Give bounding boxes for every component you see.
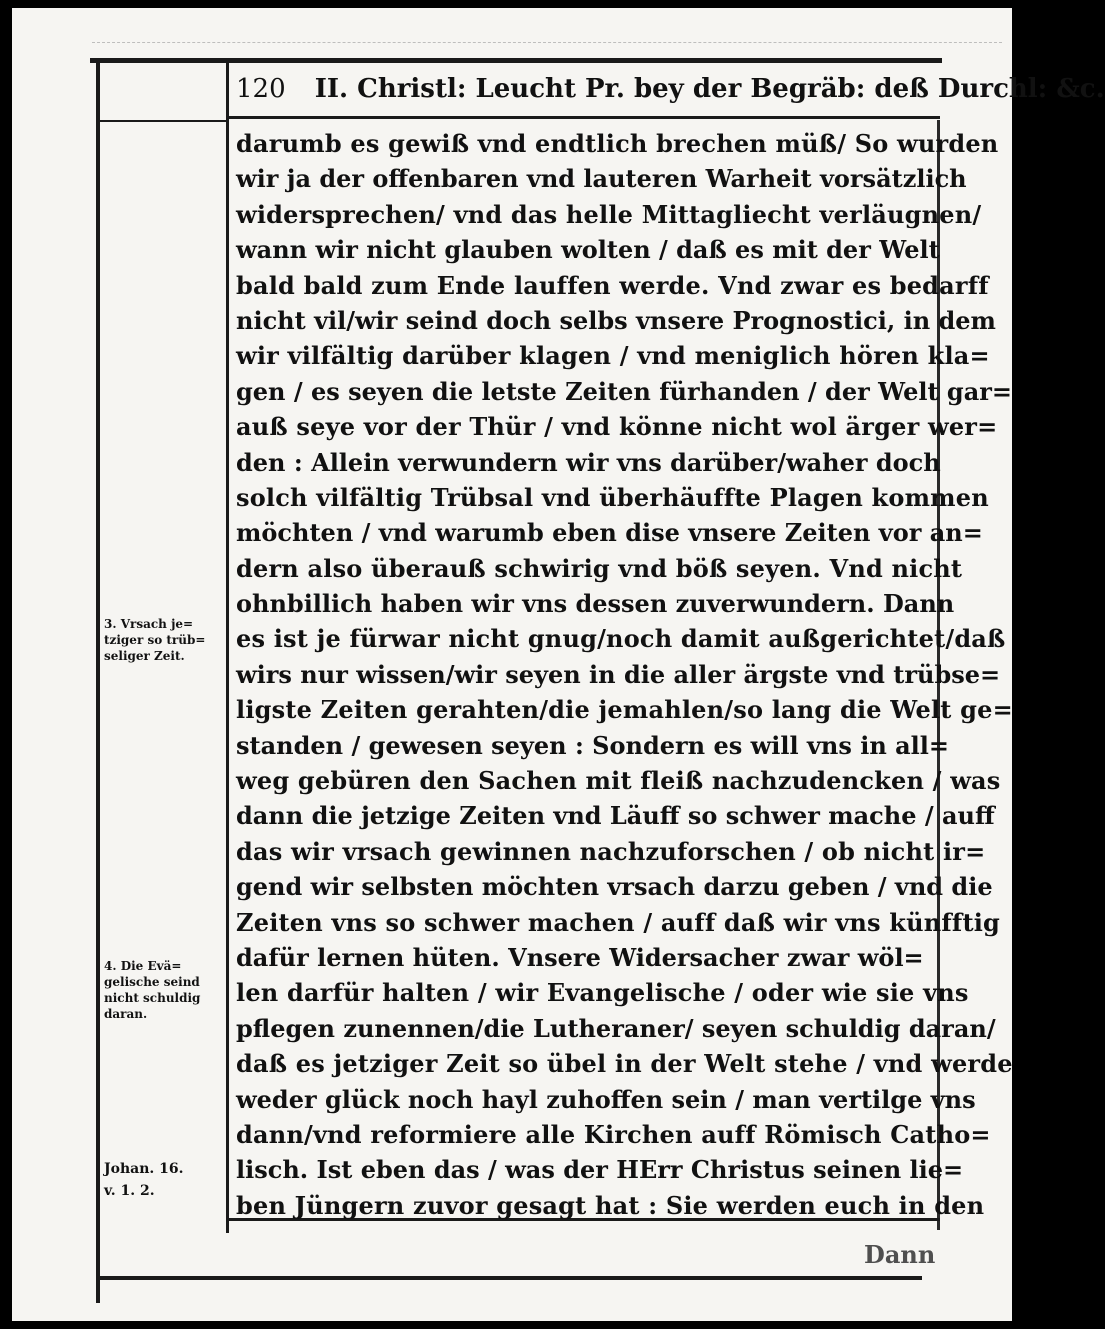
text-line: möchten / vnd warumb eben dise vnsere Zeiten vor an=: [236, 518, 983, 548]
margin-line: v. 1. 2.: [104, 1183, 155, 1199]
text-line: bald bald zum Ende lauffen werde. Vnd zwar es bedarff: [236, 270, 989, 300]
text-line: gen / es seyen die letste Zeiten fürhanden / der Welt gar=: [236, 376, 1013, 406]
text-line: den : Allein verwundern wir vns darüber/waher doch: [236, 447, 941, 477]
margin-line: 3. Vrsach je=: [104, 617, 194, 631]
text-line: gend wir selbsten möchten vrsach darzu geben / vnd die: [236, 872, 993, 902]
catchword: Dann: [864, 1240, 936, 1269]
text-line: wirs nur wissen/wir seyen in die aller ärgste vnd trübse=: [236, 659, 1001, 689]
text-line: dern also überauß schwirig vnd böß seyen. Vnd nicht: [236, 553, 963, 583]
text-line: wir vilfältig darüber klagen / vnd meniglich hören kla=: [236, 341, 990, 371]
margin-note-cause: [104, 616, 224, 664]
text-line: lisch. Ist eben das / was der HErr Christus seinen lie=: [236, 1155, 964, 1185]
margin-rule: [100, 120, 226, 122]
scan-edge: [92, 42, 1002, 51]
text-line: len darfür halten / wir Evangelische / oder wie sie vns: [236, 978, 969, 1008]
margin-line: gelische seind: [104, 975, 200, 989]
text-line: standen / gewesen seyen : Sondern es will vns in all=: [236, 730, 950, 760]
running-header: [236, 74, 1105, 110]
text-line: es ist je fürwar nicht gnug/noch damit außgerichtet/daß: [236, 624, 1006, 654]
margin-line: seliger Zeit.: [104, 649, 185, 663]
text-line: wann wir nicht glauben wolten / daß es mit der Welt: [236, 235, 940, 265]
text-line: widersprechen/ vnd das helle Mittagliecht verläugnen/: [236, 199, 982, 229]
text-line: ligste Zeiten gerahten/die jemahlen/so lang die Welt ge=: [236, 695, 1013, 725]
frame-top-rule: [90, 58, 942, 63]
running-title: II. Christl: Leucht Pr. bey der Begräb: deß Durchl: &c.: [314, 74, 1105, 104]
text-line: weder glück noch hayl zuhoffen sein / man vertilge vns: [236, 1084, 976, 1114]
text-line: solch vilfältig Trübsal vnd überhäuffte Plagen kommen: [236, 482, 989, 512]
text-line: auß seye vor der Thür / vnd könne nicht wol ärger wer=: [236, 412, 998, 442]
text-line: wir ja der offenbaren vnd lauteren Warheit vorsätzlich: [236, 164, 967, 194]
margin-line: nicht schuldig: [104, 991, 201, 1005]
margin-line: daran.: [104, 1007, 148, 1021]
body-text: [236, 126, 1013, 1223]
margin-line: 4. Die Evä=: [104, 959, 182, 973]
text-line: dafür lernen hüten. Vnsere Widersacher zwar wöl=: [236, 942, 924, 972]
scanned-page: [12, 8, 1105, 1321]
text-line: Zeiten vns so schwer machen / auff daß wir vns künfftig: [236, 907, 1001, 937]
text-line: daß es jetziger Zeit so übel in der Welt stehe / vnd werde: [236, 1049, 1013, 1079]
frame-left-rule: [96, 58, 100, 1303]
text-line: dann die jetzige Zeiten vnd Läuff so schwer mache / auff: [236, 801, 995, 831]
text-line: pflegen zunennen/die Lutheraner/ seyen schuldig daran/: [236, 1013, 996, 1043]
text-line: nicht vil/wir seind doch selbs vnsere Prognostici, in dem: [236, 305, 996, 335]
margin-line: Johan. 16.: [104, 1161, 184, 1177]
text-line: weg gebüren den Sachen mit fleiß nachzudencken / was: [236, 766, 1001, 796]
text-line: darumb es gewiß vnd endtlich brechen müß/ So wurden: [236, 129, 999, 158]
column-divider: [226, 63, 229, 1233]
margin-line: tziger so trüb=: [104, 633, 206, 647]
text-line: ben Jüngern zuvor gesagt hat : Sie werden euch in den: [236, 1190, 985, 1220]
text-line: dann/vnd reformiere alle Kirchen auff Römisch Catho=: [236, 1119, 991, 1149]
text-line: das wir vrsach gewinnen nachzuforschen / ob nicht ir=: [236, 836, 986, 866]
margin-reference: [104, 1158, 224, 1202]
page-number: 120: [236, 74, 286, 104]
frame-bottom-rule: [96, 1276, 922, 1280]
margin-note-evangelicals: [104, 958, 224, 1022]
text-line: ohnbillich haben wir vns dessen zuverwundern. Dann: [236, 589, 955, 619]
header-rule: [226, 116, 940, 119]
